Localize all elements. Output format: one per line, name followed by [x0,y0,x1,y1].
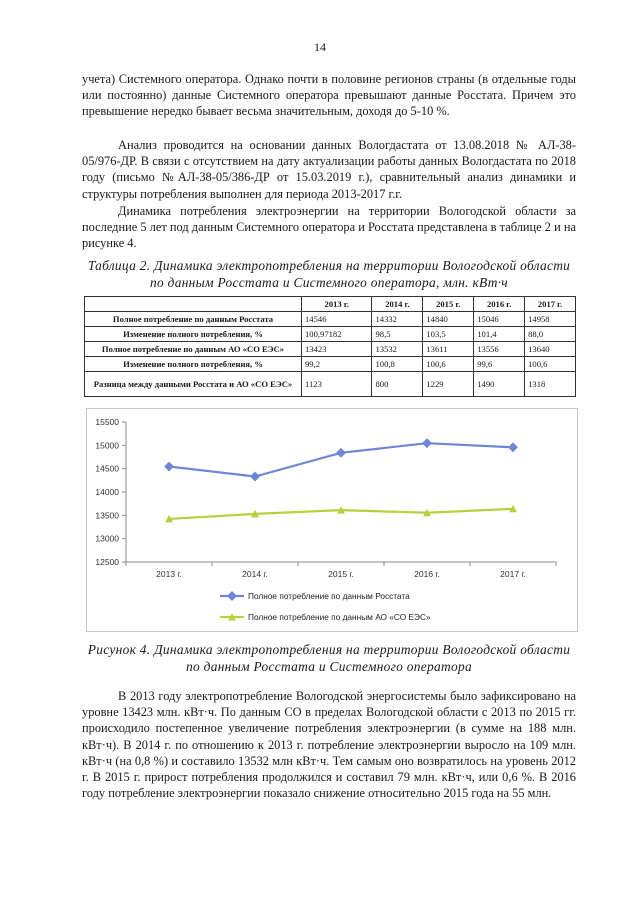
table-cell: 14546 [302,312,372,327]
table-row [85,357,576,372]
table-cell: 15046 [474,312,525,327]
table-header-cell: 2017 г. [525,297,576,312]
y-tick-label: 12500 [95,557,119,567]
x-tick-label: 2016 г. [414,569,440,579]
table-cell: 13556 [474,342,525,357]
table-cell: 100,6 [423,357,474,372]
paragraph-data-source: Анализ проводится на основании данных Вологдастата от 13.08.2018 № АЛ-38-05/976-ДР. В связи с отсутствием на дату актуализации работы данных Вологдастата по 2018 году (письмо №АЛ-38-05/386-ДР от 15.03.2019 г.), сравнительный анализ динамики и структуры потребления выполнен для периода 2013-2017 г.г. [82,138,576,201]
table-cell: 88,0 [525,327,576,342]
row-label: Изменение полного потребления, % [85,327,302,342]
table-cell: 13611 [423,342,474,357]
table-row [85,342,576,357]
table-header-cell: 2016 г. [474,297,525,312]
table-cell: 14958 [525,312,576,327]
table-row [85,327,576,342]
table-cell: 99,6 [474,357,525,372]
figure-caption: Рисунок 4. Динамика электропотребления на территории Вологодской области по данным Росстата и Системного оператора [87,642,571,674]
legend-marker [227,591,237,601]
y-tick-label: 13500 [95,510,119,521]
table-cell: 13423 [302,342,372,357]
table-cell: 100,97182 [302,327,372,342]
x-tick-label: 2015 г. [328,569,354,579]
row-label: Изменение полного потребления, % [85,357,302,372]
legend-label-1: Полное потребление по данным Росстата [248,591,410,601]
page-number: 14 [314,40,326,54]
data-point [422,438,432,448]
row-label: Разница между данными Росстата и АО «СО ЕЭС» [85,372,302,397]
y-tick-label: 15500 [95,417,119,427]
table-header-cell: 2014 г. [372,297,423,312]
table-cell: 14840 [423,312,474,327]
table-header-cell: 2013 г. [302,297,372,312]
table-cell: 99,2 [302,357,372,372]
table-cell: 100,8 [372,357,423,372]
table-cell: 1318 [525,372,576,397]
table-cell: 1490 [474,372,525,397]
table-header-cell: 2015 г. [423,297,474,312]
table-row [85,312,576,327]
table-corner-cell [85,297,302,312]
table-cell: 98,5 [372,327,423,342]
data-point [164,462,174,472]
y-tick-label: 14500 [95,463,119,474]
paragraph-dynamics: Динамика потребления электроэнергии на территории Вологодской области за последние 5 лет под данным Системного оператора и Росстата представлена в таблице 2 и на рисунке 4. [82,204,576,251]
x-tick-label: 2013 г. [156,569,182,579]
paragraph-analysis: В 2013 году электропотребление Вологодской энергосистемы было зафиксировано на уровне 13423 млн. кВт·ч. По данным СО в пределах Вологодской области с 2013 по 2015 гг. происходило постепенное увеличение потребления электроэнергии (в сумме на 188 млн. кВт·ч). В 2014 г. по отношению к 2013 г. потребление электроэнергии выросло на 109 млн. кВт·ч (на 0,8 %) и составило 13532 млн кВт·ч. Тем самым оно возвратилось на уровень 2012 г. В 2015 г. прирост потребления продолжился и составил 79 млн. кВт·ч, или 0,6 %. В 2016 году потребление электроэнергии показало снижение относительно 2015 года на 55 млн. [82,689,576,801]
table-cell: 13532 [372,342,423,357]
y-tick-label: 13000 [95,533,119,544]
paragraph-intro: учета) Системного оператора. Однако почти в половине регионов страны (в отдельные годы или постоянно) данные Системного оператора превышают данные Росстата. Причем это превышение нередко бывает весьма значительным, доходя до 5-10 %. [82,72,576,119]
table-row [85,372,576,397]
y-tick-label: 15000 [95,440,119,451]
x-tick-label: 2017 г. [500,569,526,579]
table-cell: 14332 [372,312,423,327]
row-label: Полное потребление по данным АО «СО ЕЭС» [85,342,302,357]
table-cell: 1229 [423,372,474,397]
x-tick-label: 2014 г. [242,569,268,579]
table-cell: 103,5 [423,327,474,342]
table-cell: 1123 [302,372,372,397]
table-caption: Таблица 2. Динамика электропотребления на территории Вологодской области по данным Росстата и Системного оператора, млн. кВт·ч [87,258,571,290]
table-cell: 100,6 [525,357,576,372]
legend-label-2: Полное потребление по данным АО «СО ЕЭС» [248,612,431,622]
consumption-table [84,296,576,397]
data-point [336,448,346,458]
row-label: Полное потребление по данным Росстата [85,312,302,327]
table-header-row [85,297,576,312]
table-cell: 101,4 [474,327,525,342]
table-cell: 13640 [525,342,576,357]
data-point [250,472,260,482]
y-tick-label: 14000 [95,487,119,497]
consumption-line-chart [86,408,576,630]
data-point [508,442,518,452]
table-cell: 800 [372,372,423,397]
